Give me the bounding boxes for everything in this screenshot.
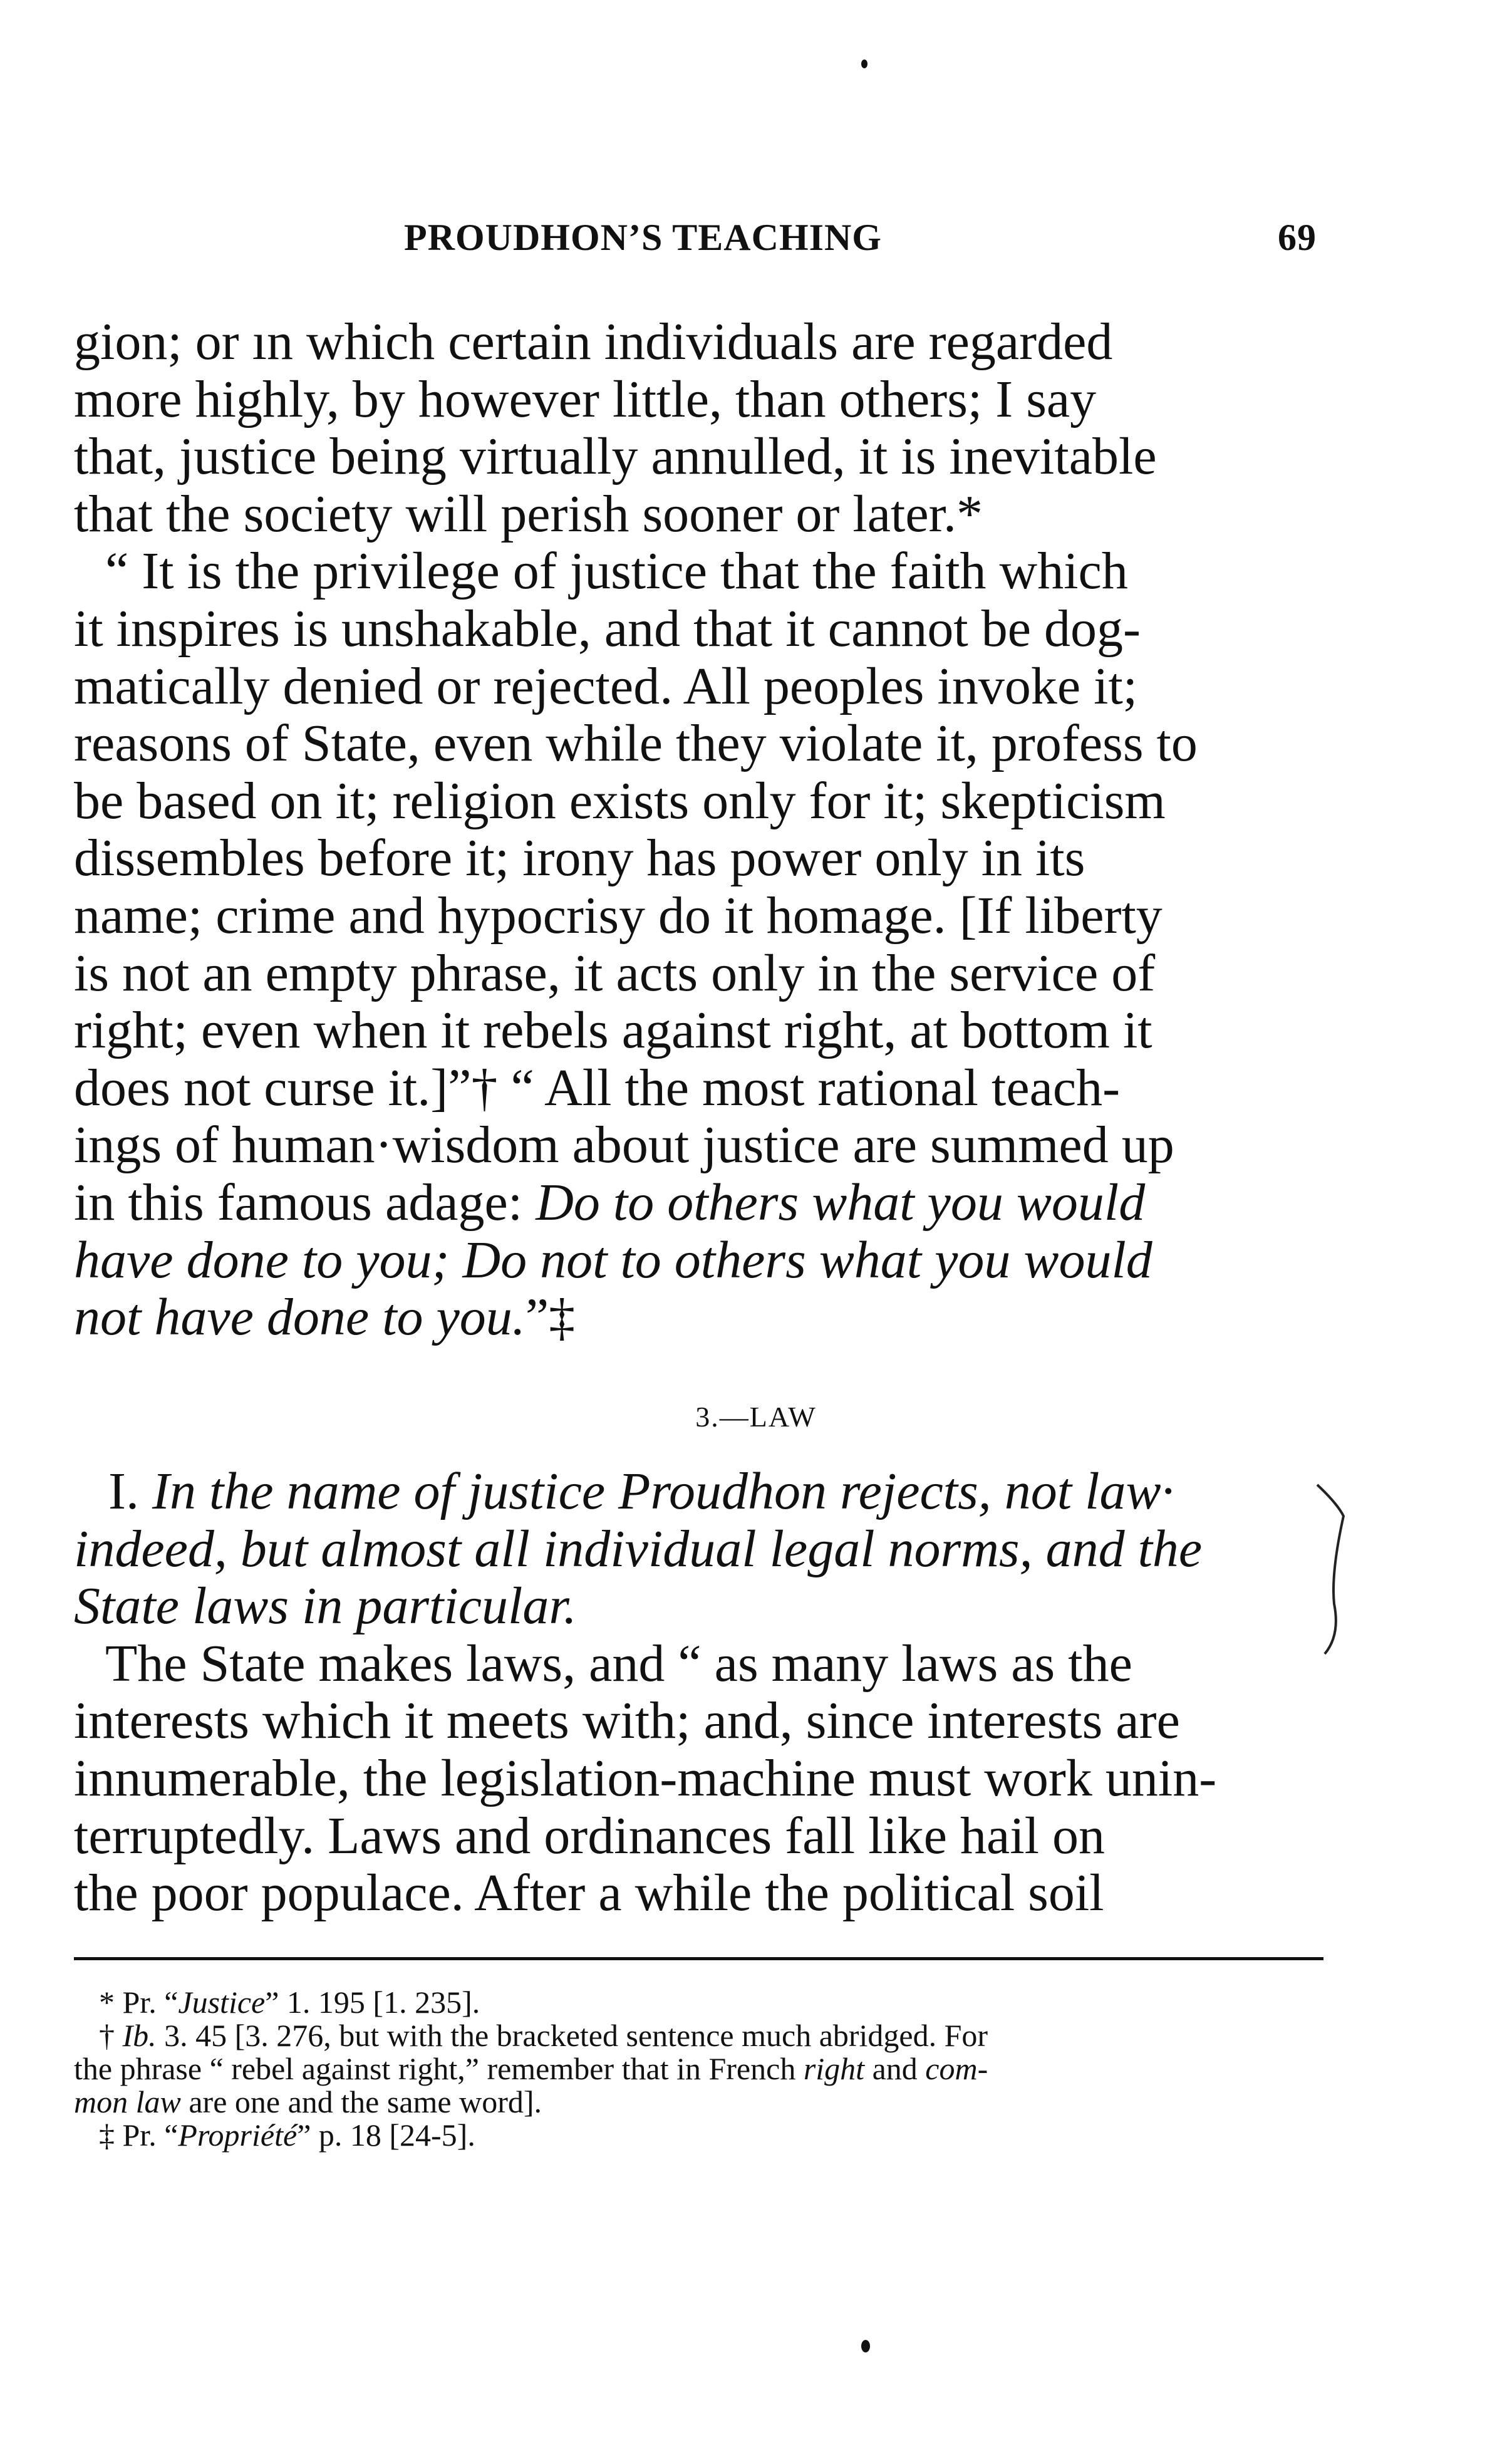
footnotes [74, 1986, 1327, 2152]
text-line [74, 945, 1327, 1002]
italic-text: Justice [178, 1985, 266, 2020]
text-segment: name; crime and hypocrisy do it homage. [If liberty [74, 886, 1162, 945]
text-segment: innumerable, the legislation-machine must work unin- [74, 1748, 1217, 1807]
text-line [74, 1986, 1327, 2019]
text-line [74, 2119, 1327, 2152]
italic-text: Do to others what you would [536, 1173, 1146, 1232]
italic-text: State laws in particular. [74, 1577, 577, 1636]
text-segment: that, justice being virtually annulled, it is inevitable [74, 427, 1157, 486]
text-line [74, 1289, 1327, 1346]
text-line [74, 313, 1327, 371]
text-segment: reasons of State, even while they violate it, profess to [74, 714, 1198, 773]
text-segment: † [99, 2018, 123, 2053]
text-segment: ings of human·wisdom about justice are summed up [74, 1116, 1174, 1175]
text-line [74, 1692, 1327, 1750]
text-segment: gion; or ın which certain individuals are regarded [74, 313, 1113, 371]
text-line [74, 1750, 1327, 1807]
text-segment: the poor populace. After a while the political soil [74, 1864, 1104, 1923]
footnote-rule [74, 1957, 1323, 1960]
section-heading: 3.—LAW [695, 1401, 817, 1433]
text-line [74, 428, 1327, 486]
text-line [74, 1174, 1327, 1232]
text-line [74, 371, 1327, 429]
text-line [74, 1635, 1327, 1693]
text-segment: * Pr. “ [99, 1985, 179, 2020]
text-segment: are one and the same word]. [180, 2084, 542, 2119]
italic-text: right [803, 2051, 865, 2086]
body-text-bottom [74, 1463, 1327, 1922]
text-segment: it inspires is unshakable, and that it cannot be dog- [74, 599, 1141, 658]
text-segment: terruptedly. Laws and ordinances fall like hail on [74, 1806, 1105, 1865]
text-segment: 3. 45 [3. 276, but with the bracketed sentence much abridged. For [156, 2018, 988, 2053]
text-segment: ” 1. 195 [1. 235]. [265, 1985, 480, 2020]
text-line [74, 829, 1327, 887]
text-line [74, 1002, 1327, 1059]
text-segment: ” p. 18 [24-5]. [297, 2117, 475, 2153]
text-line [74, 1059, 1327, 1117]
text-line [74, 1864, 1327, 1922]
text-line [74, 1463, 1327, 1520]
text-segment: I. [108, 1462, 152, 1520]
text-line [74, 1116, 1327, 1174]
margin-bracket-mark [1312, 1478, 1362, 1660]
text-segment: and [864, 2051, 926, 2086]
italic-text: Ib. [122, 2018, 157, 2053]
text-line [74, 658, 1327, 715]
text-segment: in this famous adage: [74, 1173, 536, 1232]
italic-text: In the name of justice Proudhon rejects, not law· [152, 1462, 1174, 1520]
text-segment: that the society will perish sooner or later.* [74, 484, 983, 543]
text-line [74, 887, 1327, 945]
text-segment: “ It is the privilege of justice that the faith which [105, 542, 1128, 601]
running-header-title: PROUDHON’S TEACHING [404, 217, 882, 258]
text-line [74, 715, 1327, 772]
text-segment: more highly, by however little, than others; I say [74, 370, 1097, 429]
text-segment: dissembles before it; irony has power only in its [74, 829, 1085, 888]
text-segment: right; even when it rebels against right, at bottom it [74, 1001, 1152, 1060]
text-segment: matically denied or rejected. All peoples invoke it; [74, 657, 1138, 715]
italic-text: not have done to you. [74, 1288, 526, 1347]
text-segment: the phrase “ rebel against right,” remember that in French [74, 2051, 804, 2086]
text-line [74, 772, 1327, 830]
text-segment: is not an empty phrase, it acts only in the service of [74, 943, 1156, 1002]
text-line [74, 1807, 1327, 1865]
italic-text: mon law [74, 2084, 181, 2119]
text-line [74, 1520, 1327, 1578]
text-line [74, 2052, 1327, 2086]
text-segment: be based on it; religion exists only for it; skepticism [74, 771, 1166, 830]
text-line [74, 1232, 1327, 1289]
text-line [74, 2019, 1327, 2052]
text-segment: ‡ Pr. “ [99, 2117, 179, 2153]
italic-text: com- [925, 2051, 988, 2086]
text-segment: does not curse it.]”† “ All the most rational teach- [74, 1058, 1121, 1117]
text-segment: interests which it meets with; and, since interests are [74, 1691, 1180, 1750]
body-text-top [74, 313, 1327, 1346]
speck-mark [861, 2340, 870, 2352]
text-line [74, 486, 1327, 543]
italic-text: indeed, but almost all individual legal norms, and the [74, 1519, 1203, 1578]
page-number: 69 [1278, 217, 1317, 258]
text-line [74, 600, 1327, 658]
italic-text: have done to you; Do not to others what you would [74, 1230, 1152, 1289]
text-line [74, 1577, 1327, 1635]
text-line [74, 543, 1327, 600]
speck-mark [861, 60, 867, 68]
text-segment: The State makes laws, and “ as many laws as the [105, 1634, 1132, 1693]
text-line [74, 2086, 1327, 2119]
italic-text: Propriété [178, 2117, 298, 2153]
text-segment: ”‡ [525, 1288, 576, 1347]
